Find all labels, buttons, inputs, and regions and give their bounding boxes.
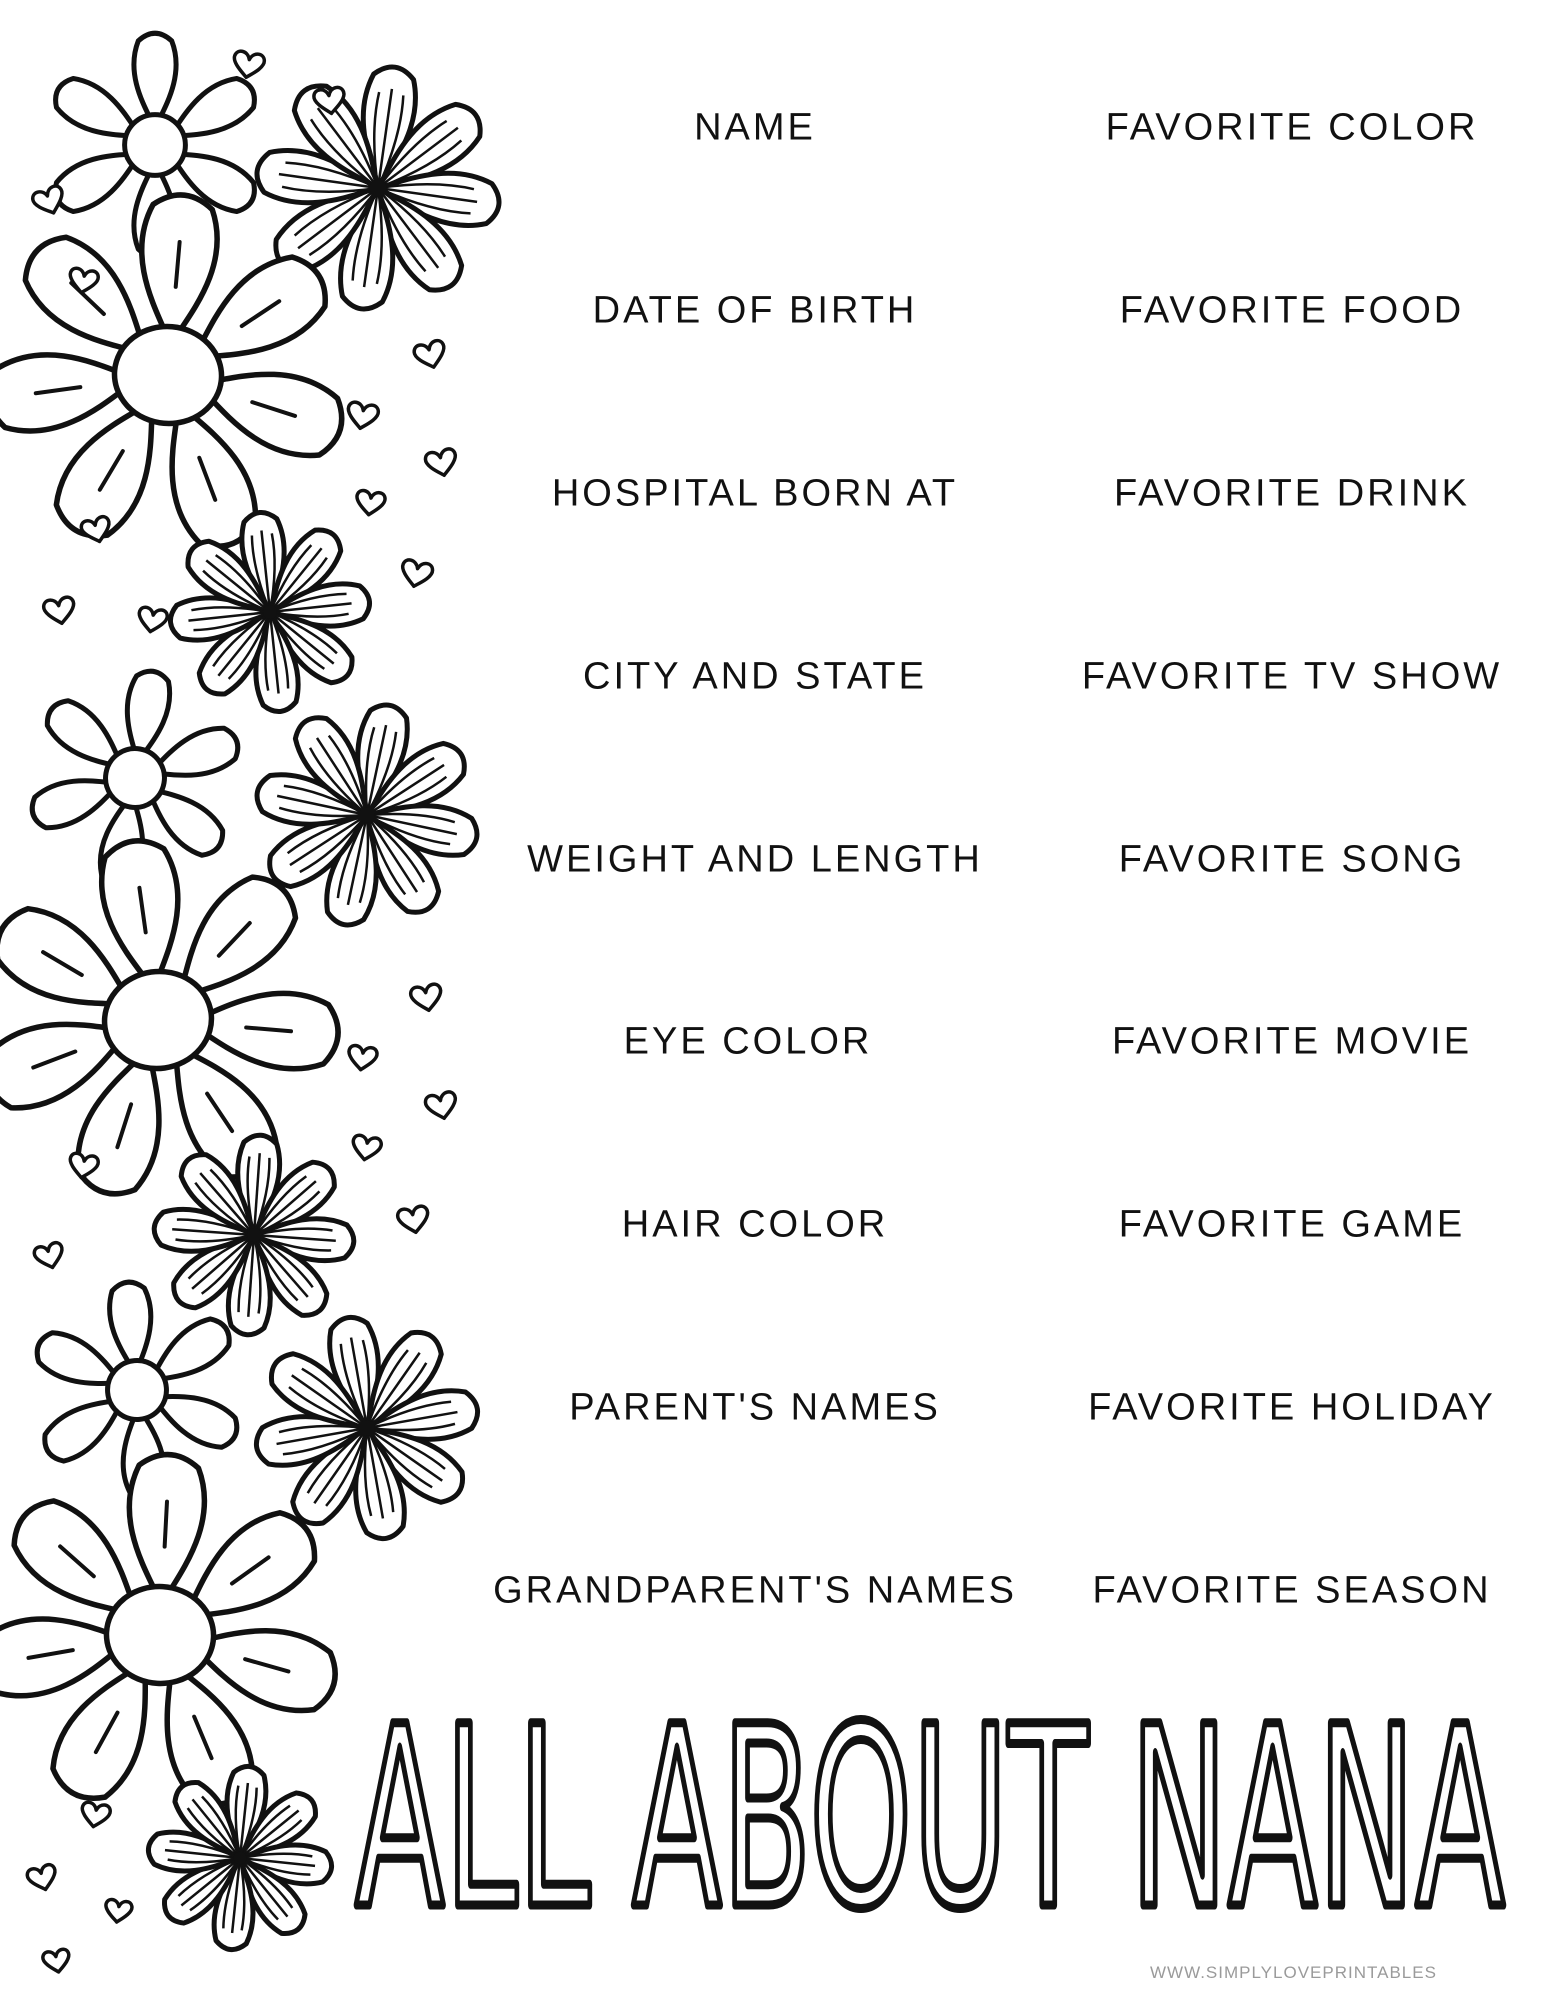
heart-icon bbox=[424, 1091, 459, 1122]
heart-icon bbox=[33, 1241, 66, 1271]
prompt-favorite-holiday: FAVORITE HOLIDAY bbox=[1088, 1386, 1496, 1429]
heart-icon bbox=[424, 448, 459, 479]
heart-icon bbox=[350, 1134, 382, 1162]
prompt-favorite-color: FAVORITE COLOR bbox=[1105, 106, 1479, 149]
heart-icon bbox=[42, 1948, 72, 1974]
striped-flower-icon bbox=[139, 1757, 341, 1959]
heart-icon bbox=[410, 983, 444, 1013]
prompt-hair-color: HAIR COLOR bbox=[621, 1203, 889, 1246]
prompt-parents-names: PARENT'S NAMES bbox=[569, 1386, 941, 1429]
prompt-favorite-food: FAVORITE FOOD bbox=[1119, 289, 1465, 332]
heart-icon bbox=[399, 559, 434, 590]
prompt-favorite-movie: FAVORITE MOVIE bbox=[1111, 1020, 1473, 1063]
heart-icon bbox=[80, 515, 113, 545]
prompt-favorite-season: FAVORITE SEASON bbox=[1092, 1569, 1492, 1612]
prompt-favorite-tv-show: FAVORITE TV SHOW bbox=[1081, 655, 1503, 698]
heart-icon bbox=[413, 339, 449, 371]
striped-flower-icon bbox=[147, 1128, 360, 1341]
prompt-grandparents-names: GRANDPARENT'S NAMES bbox=[493, 1569, 1017, 1612]
heart-icon bbox=[136, 606, 168, 634]
footer-website: WWW.SIMPLYLOVEPRINTABLES bbox=[1150, 1963, 1437, 1982]
prompt-city-and-state: CITY AND STATE bbox=[583, 655, 927, 698]
heart-icon bbox=[79, 1801, 111, 1829]
prompt-date-of-birth: DATE OF BIRTH bbox=[592, 289, 918, 332]
heart-icon bbox=[231, 50, 265, 80]
heart-icon bbox=[104, 1899, 133, 1924]
prompt-favorite-game: FAVORITE GAME bbox=[1118, 1203, 1466, 1246]
heart-icon bbox=[355, 490, 386, 517]
heart-icon bbox=[345, 401, 379, 431]
prompt-name: NAME bbox=[694, 106, 816, 149]
heart-icon bbox=[397, 1205, 431, 1235]
prompt-weight-and-length: WEIGHT AND LENGTH bbox=[527, 838, 983, 881]
heart-icon bbox=[43, 596, 77, 626]
prompt-hospital-born-at: HOSPITAL BORN AT bbox=[551, 472, 959, 515]
prompt-eye-color: EYE COLOR bbox=[623, 1020, 873, 1063]
prompt-favorite-drink: FAVORITE DRINK bbox=[1114, 472, 1470, 515]
title-all-about-nana bbox=[340, 1700, 1520, 1950]
heart-icon bbox=[347, 1045, 378, 1072]
heart-icon bbox=[26, 1863, 59, 1893]
prompt-favorite-song: FAVORITE SONG bbox=[1118, 838, 1466, 881]
title-text: ALL ABOUT NANA bbox=[355, 1700, 1505, 1950]
